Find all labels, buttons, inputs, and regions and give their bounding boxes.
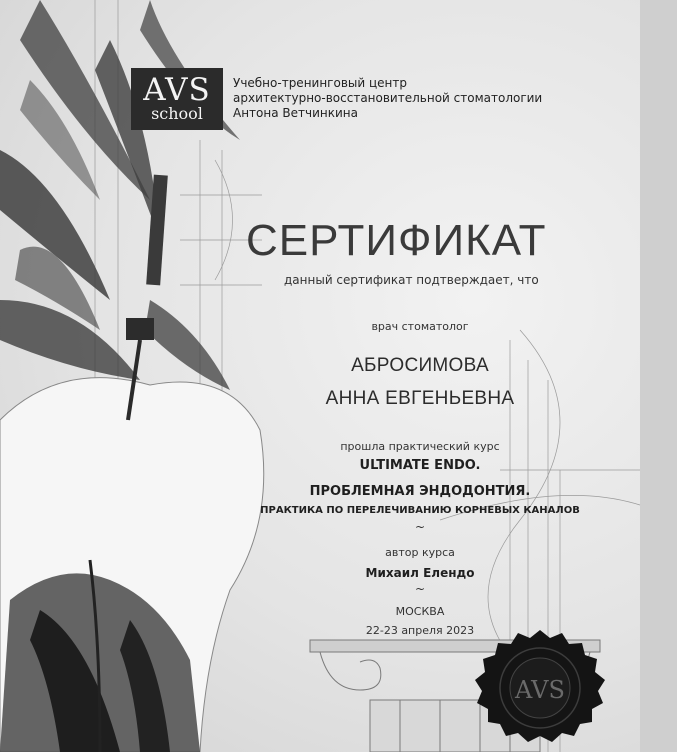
profession: врач стоматолог <box>371 320 469 333</box>
organization-name <box>233 76 542 121</box>
course-title-line-1: ULTIMATE ENDO. <box>359 458 481 473</box>
course-title-line-3: ПРАКТИКА ПО ПЕРЕЛЕЧИВАНИЮ КОРНЕВЫХ КАНАЛОВ <box>260 505 580 516</box>
author-name: Михаил Елендо <box>365 566 475 580</box>
recipient-given-names: АННА ЕВГЕНЬЕВНА <box>325 388 515 409</box>
separator: ~ <box>414 582 426 596</box>
logo-sub-text: school <box>151 104 203 123</box>
passed-course-text: прошла практический курс <box>340 440 500 453</box>
org-line-2: архитектурно-восстановительной стоматологии <box>233 91 543 105</box>
logo-main-text: AVS <box>143 72 211 108</box>
wax-seal <box>470 628 610 752</box>
author-label: автор курса <box>385 546 455 559</box>
course-title-line-2: ПРОБЛЕМНАЯ ЭНДОДОНТИЯ. <box>309 484 531 499</box>
confirm-text: данный сертификат подтверждает, что <box>284 273 539 287</box>
org-line-3: Антона Ветчинкина <box>233 106 358 120</box>
right-edge-band <box>640 0 677 752</box>
tooth-illustration <box>0 378 264 752</box>
certificate-title: СЕРТИФИКАТ <box>246 216 547 265</box>
avs-school-logo <box>131 68 223 130</box>
recipient-surname: АБРОСИМОВА <box>351 355 489 376</box>
course-date: 22-23 апреля 2023 <box>365 624 475 637</box>
seal-text: AVS <box>515 676 565 704</box>
city: МОСКВА <box>395 605 445 618</box>
org-line-1: Учебно-тренинговый центр <box>233 76 407 90</box>
separator: ~ <box>414 520 426 534</box>
